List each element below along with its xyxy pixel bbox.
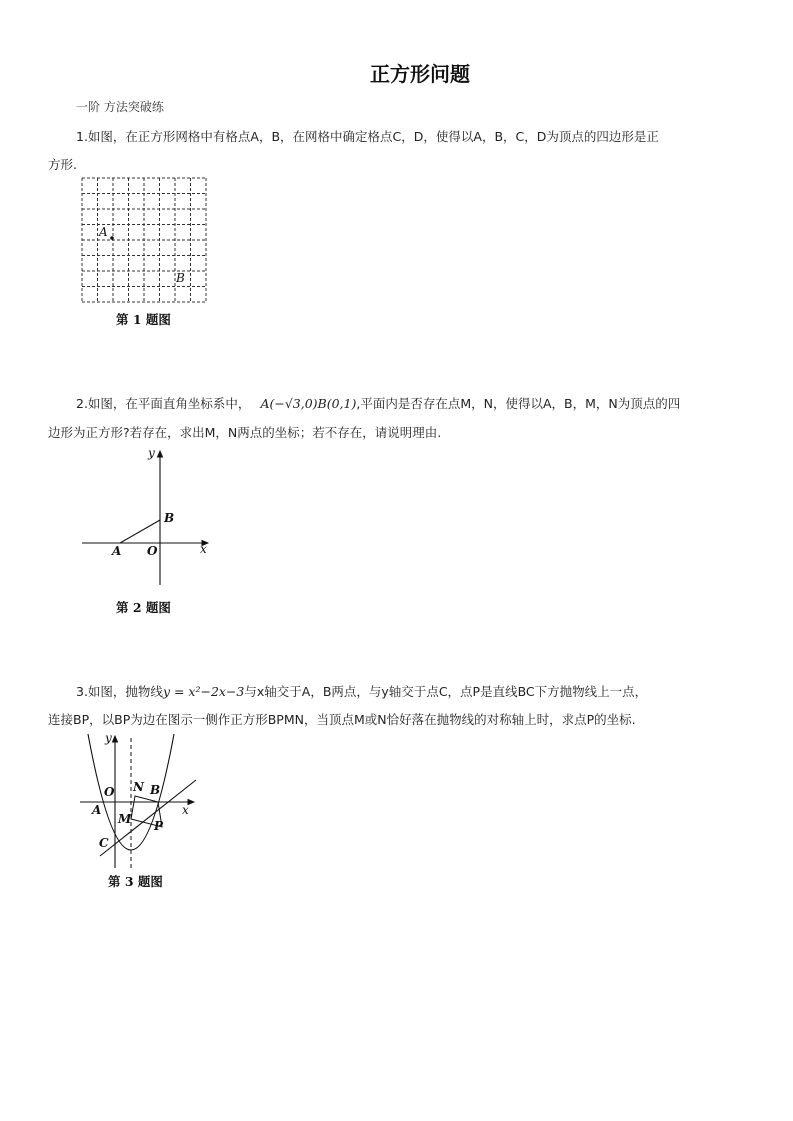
problem-2-point-b: B(0,1)	[317, 396, 357, 411]
point-label-a: A	[92, 803, 102, 817]
axis-label-x: x	[200, 542, 207, 556]
problem-1-caption: 第 1 题图	[116, 312, 171, 327]
grid-label-a: A	[99, 225, 108, 239]
grid-label-b: B	[176, 271, 185, 285]
point-label-c: C	[99, 836, 109, 850]
problem-2-text-line-2: 边形为正方形?若存在，求出M，N两点的坐标；若不存在，请说明理由.	[48, 425, 442, 440]
problem-2-point-a: A(−√3,0)	[260, 396, 318, 411]
origin-label: O	[147, 544, 158, 558]
problem-2-coordinate-figure	[80, 445, 220, 595]
problem-3-text-line-2: 连接BP，以BP为边在图示一侧作正方形BPMN，当顶点M或N恰好落在抛物线的对称轴上时，求点P的坐标.	[48, 712, 636, 727]
section-label: 一阶 方法突破练	[76, 100, 164, 114]
grid-point-a	[110, 236, 114, 240]
point-label-b: B	[150, 783, 161, 797]
axis-label-x: x	[182, 803, 189, 817]
point-label-b: B	[164, 511, 175, 525]
point-label-p: P	[154, 819, 164, 833]
origin-label: O	[104, 785, 115, 799]
problem-2-caption: 第 2 题图	[116, 600, 171, 615]
problem-2-text-line-1	[76, 394, 680, 412]
axis-label-y: y	[105, 731, 112, 745]
axis-label-y: y	[148, 446, 155, 460]
problem-3-text-line-1	[76, 682, 647, 700]
problem-1-grid-figure	[82, 178, 208, 302]
point-label-a: A	[112, 544, 122, 558]
point-label-n: N	[133, 780, 144, 794]
page-title: 正方形问题	[370, 62, 470, 86]
problem-3-intro: 3.如图，抛物线	[76, 684, 163, 699]
segment-ab	[120, 520, 160, 543]
problem-2-intro: 2.如图，在平面直角坐标系中，	[76, 396, 251, 411]
problem-3-equation: y = x²−2x−3	[162, 684, 245, 699]
point-label-m: M	[118, 812, 132, 826]
problem-1-text-line-1: 1.如图，在正方形网格中有格点A，B，在网格中确定格点C，D，使得以A，B，C，D为顶点的四边形是正	[76, 129, 659, 144]
problem-3-parabola-figure	[78, 732, 208, 872]
problem-3-conditions: 与x轴交于A，B两点，与y轴交于点C，点P是直线BC下方抛物线上一点，	[244, 684, 648, 699]
problem-3-caption: 第 3 题图	[108, 874, 163, 889]
problem-1-text-line-2: 方形.	[48, 157, 77, 172]
problem-2-question: ,平面内是否存在点M，N，使得以A，B，M，N为顶点的四	[356, 396, 681, 411]
